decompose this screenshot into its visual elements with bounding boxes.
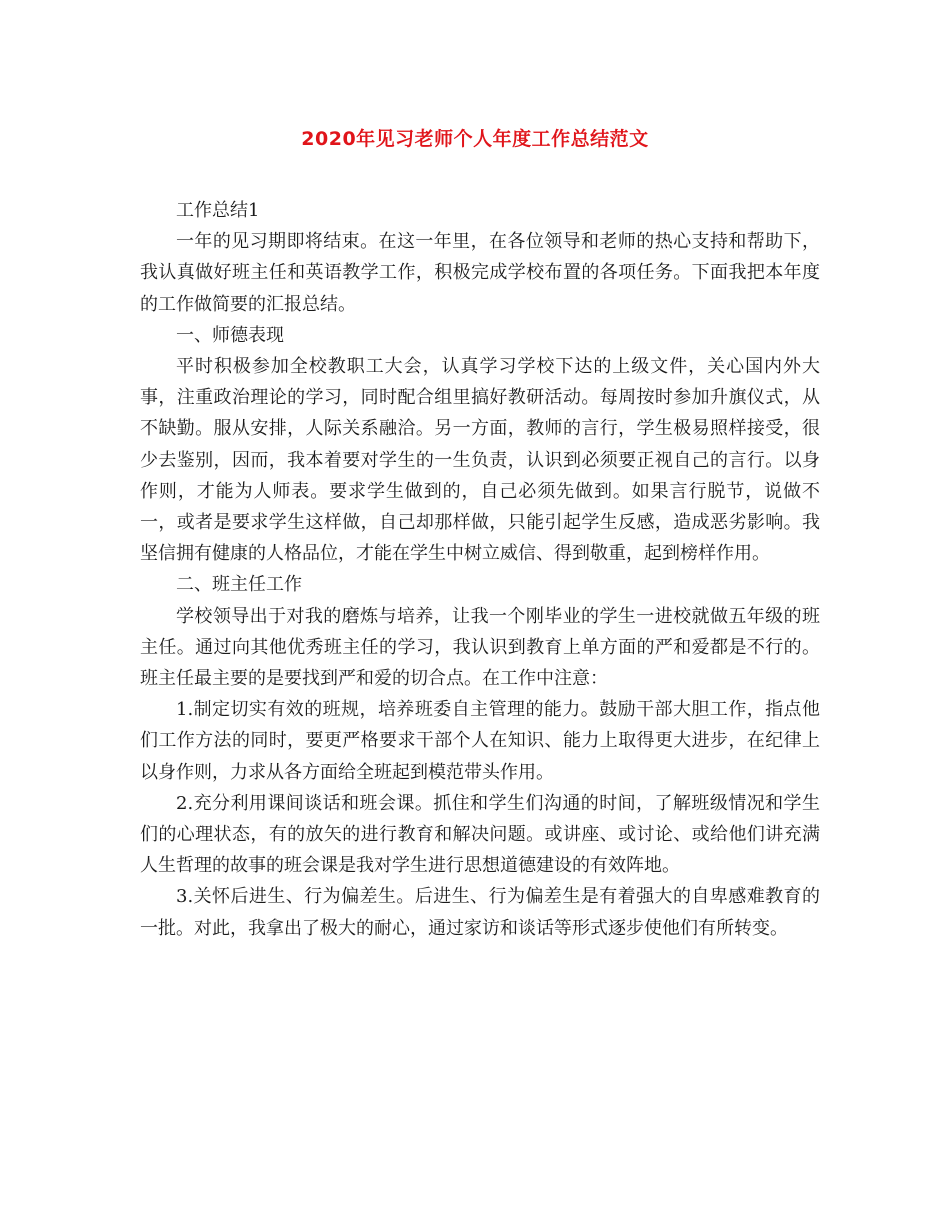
paragraph-item-1: 1.制定切实有效的班规，培养班委自主管理的能力。鼓励干部大胆工作，指点他们工作方法的同时，要更严格要求干部个人在知识、能力上取得更大进步，在纪律上以身作则，力求从各方面给全班起到模范带头作用。 [140,699,820,783]
paragraph-teacher-ethics: 平时积极参加全校教职工大会，认真学习学校下达的上级文件，关心国内外大事，注重政治理论的学习，同时配合组里搞好教研活动。每周按时参加升旗仪式，从不缺勤。服从安排，人际关系融洽。另一方面，教师的言行，学生极易照样接受，很少去鉴别，因而，我本着要对学生的一生负责，认识到必须要正视自己的言行。以身作则，才能为人师表。要求学生做到的，自己必须先做到。如果言行脱节，说做不一，或者是要求学生这样做，自己却那样做，只能引起学生反感，造成恶劣影响。我坚信拥有健康的人格品位，才能在学生中树立威信、得到敬重，起到榜样作用。 [140,356,820,565]
paragraph-intro: 一年的见习期即将结束。在这一年里，在各位领导和老师的热心支持和帮助下，我认真做好班主任和英语教学工作，积极完成学校布置的各项任务。下面我把本年度的工作做简要的汇报总结。 [140,231,820,315]
document-body [140,195,820,944]
section-heading-teacher-ethics: 一、师德表现 [176,324,284,346]
section-heading-class-teacher-work: 二、班主任工作 [176,574,302,596]
paragraph-item-2: 2.充分利用课间谈话和班会课。抓住和学生们沟通的时间，了解班级情况和学生们的心理状态，有的放矢的进行教育和解决问题。或讲座、或讨论、或给他们讲充满人生哲理的故事的班会课是我对学生进行思想道德建设的有效阵地。 [140,792,820,877]
paragraph-item-3: 3.关怀后进生、行为偏差生。后进生、行为偏差生是有着强大的自卑感难教育的一批。对此，我拿出了极大的耐心，通过家访和谈话等形式逐步使他们有所转变。 [140,886,820,939]
paragraph-class-teacher-work: 学校领导出于对我的磨炼与培养，让我一个刚毕业的学生一进校就做五年级的班主任。通过向其他优秀班主任的学习，我认识到教育上单方面的严和爱都是不行的。班主任最主要的是要找到严和爱的切合点。在工作中注意： [140,605,820,690]
document-title: 2020年见习老师个人年度工作总结范文 [301,128,649,150]
section-heading-summary-1: 工作总结1 [176,200,260,221]
